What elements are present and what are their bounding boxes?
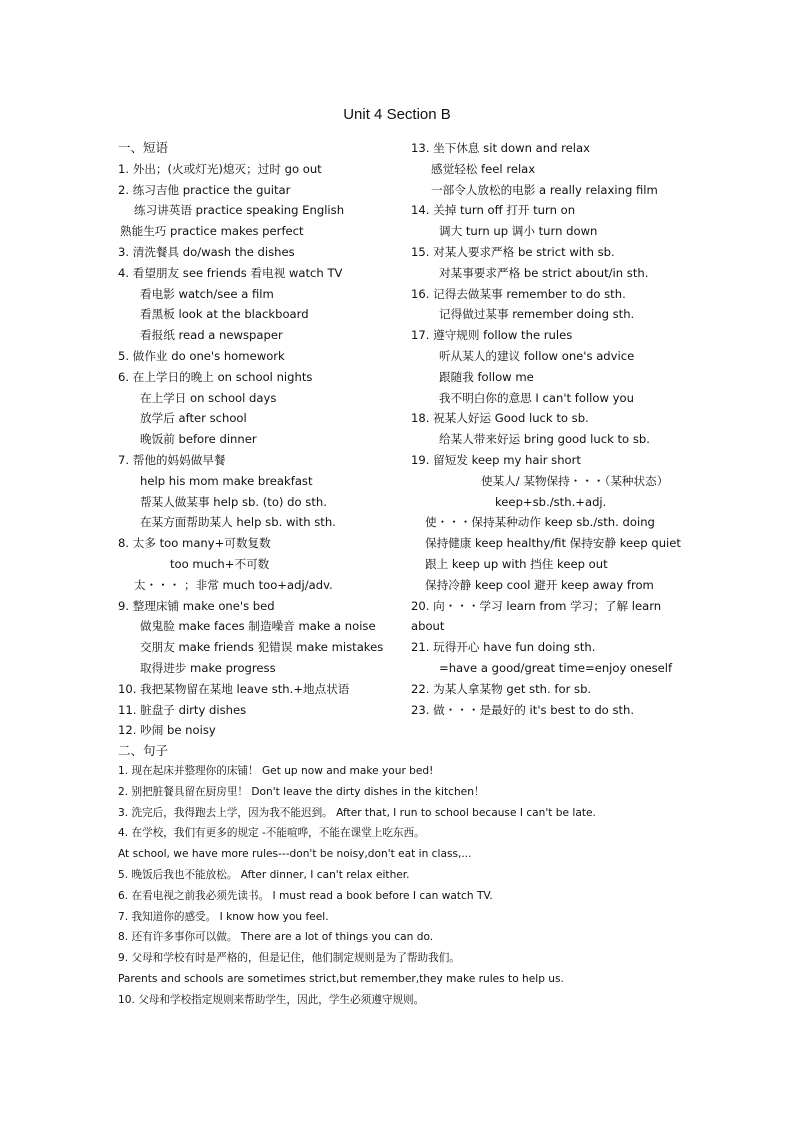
text-line: 9. 父母和学校有时是严格的，但是记住，他们制定规则是为了帮助我们。 — [118, 952, 460, 965]
text-line: 8. 太多 too many+可数复数 — [118, 536, 271, 551]
text-line: 跟上 keep up with 挡住 keep out — [425, 556, 608, 571]
text-line: 太・・・ ；非常 much too+adj/adv. — [134, 577, 333, 592]
text-line: 1. 现在起床并整理你的床铺！ Get up now and make your bed! — [118, 765, 434, 777]
text-line: 3. 洗完后，我得跑去上学，因为我不能迟到。 After that, I run to school because I can't be late. — [118, 806, 596, 819]
text-line: too much+不可数 — [170, 556, 270, 571]
text-line: 帮某人做某事 help sb. (to) do sth. — [140, 494, 327, 509]
text-line: 4. 看望朋友 see friends 看电视 watch TV — [118, 265, 343, 280]
text-line: 使某人/ 某物保持・・・（某种状态） — [481, 473, 669, 488]
text-line: 我不明白你的意思 I can't follow you — [439, 390, 634, 405]
sentences-section — [118, 761, 758, 1011]
text-line: 保持健康 keep healthy/fit 保持安静 keep quiet — [425, 536, 681, 551]
text-line: 一部令人放松的电影 a really relaxing film — [431, 182, 658, 197]
text-line: 看电影 watch/see a film — [140, 286, 274, 301]
text-line: 15. 对某人要求严格 be strict with sb. — [411, 244, 615, 259]
text-line: 放学后 after school — [140, 411, 247, 426]
text-line: 21. 玩得开心 have fun doing sth. — [411, 640, 596, 655]
section-heading: 二、句子 — [118, 743, 169, 759]
section-heading: 一、短语 — [118, 140, 169, 155]
text-line: 练习讲英语 practice speaking English — [134, 203, 345, 218]
text-line: 感觉轻松 feel relax — [431, 161, 536, 176]
text-line: 17. 遵守规则 follow the rules — [411, 328, 573, 343]
text-line: 对某事要求严格 be strict about/in sth. — [439, 265, 649, 280]
phrases-column-right — [411, 138, 741, 720]
text-line: 22. 为某人拿某物 get sth. for sb. — [411, 681, 592, 696]
text-line: 交朋友 make friends 犯错误 make mistakes — [140, 640, 384, 655]
text-line: 跟随我 follow me — [439, 369, 534, 384]
text-line: 2. 别把脏餐具留在厨房里！ Don't leave the dirty dishes in the kitchen！ — [118, 785, 485, 798]
text-line: 20. 向・・・学习 learn from 学习；了解 learn — [411, 598, 662, 613]
text-line: about — [411, 619, 445, 634]
text-line: 13. 坐下休息 sit down and relax — [411, 141, 590, 155]
text-line: 9. 整理床铺 make one's bed — [118, 598, 275, 613]
text-line: 16. 记得去做某事 remember to do sth. — [411, 286, 626, 301]
text-line: help his mom make breakfast — [140, 473, 313, 488]
text-line: 取得进步 make progress — [140, 660, 276, 675]
text-line: Parents and schools are sometimes strict,but remember,they make rules to help us. — [118, 972, 564, 985]
text-line: 使・・・保持某种动作 keep sb./sth. doing — [425, 515, 655, 530]
text-line: 熟能生巧 practice makes perfect — [120, 224, 304, 239]
text-line: =have a good/great time=enjoy oneself — [439, 660, 673, 675]
text-line: 在上学日 on school days — [140, 390, 277, 405]
text-line: keep+sb./sth.+adj. — [495, 494, 607, 509]
text-line: 5. 晚饭后我也不能放松。 After dinner, I can't relax either. — [118, 868, 410, 881]
text-line: 6. 在上学日的晚上 on school nights — [118, 369, 313, 384]
text-line: 给某人带来好运 bring good luck to sb. — [439, 432, 650, 447]
text-line: 7. 帮他的妈妈做早餐 — [118, 452, 226, 467]
text-line: 14. 关掉 turn off 打开 turn on — [411, 203, 576, 218]
text-line: 看黑板 look at the blackboard — [140, 307, 309, 322]
text-line: 6. 在看电视之前我必须先读书。 I must read a book before I can watch TV. — [118, 889, 493, 902]
text-line: 10. 我把某物留在某地 leave sth.+地点状语 — [118, 681, 350, 696]
text-line: 4. 在学校，我们有更多的规定 -不能喧哗，不能在课堂上吃东西。 — [118, 827, 425, 840]
text-line: 保持冷静 keep cool 避开 keep away from — [425, 577, 654, 592]
text-line: 18. 祝某人好运 Good luck to sb. — [411, 411, 589, 426]
text-line: 听从某人的建议 follow one's advice — [439, 348, 635, 363]
text-line: 23. 做・・・是最好的 it's best to do sth. — [411, 702, 635, 717]
text-line: 记得做过某事 remember doing sth. — [439, 307, 635, 322]
text-line: 19. 留短发 keep my hair short — [411, 452, 581, 467]
text-line: 看报纸 read a newspaper — [140, 328, 283, 343]
text-line: 12. 吵闹 be noisy — [118, 723, 216, 738]
text-line: 11. 脏盘子 dirty dishes — [118, 702, 247, 717]
text-line: 5. 做作业 do one's homework — [118, 348, 285, 363]
text-line: 2. 练习吉他 practice the guitar — [118, 182, 291, 197]
text-line: 调大 turn up 调小 turn down — [439, 224, 598, 239]
text-line: 在某方面帮助某人 help sb. with sth. — [140, 515, 336, 530]
text-line: 1. 外出；(火或灯光)熄灭；过时 go out — [118, 161, 322, 176]
text-line: 做鬼脸 make faces 制造噪音 make a noise — [140, 619, 376, 634]
text-line: 10. 父母和学校指定规则来帮助学生，因此，学生必须遵守规则。 — [118, 993, 425, 1006]
text-line: At school, we have more rules---don't be noisy,don't eat in class,... — [118, 848, 472, 861]
page-title: Unit 4 Section B — [343, 106, 451, 123]
text-line: 晚饭前 before dinner — [140, 432, 257, 447]
text-line: 3. 清洗餐具 do/wash the dishes — [118, 244, 295, 259]
text-line: 7. 我知道你的感受。 I know how you feel. — [118, 910, 329, 923]
text-line: 8. 还有许多事你可以做。 There are a lot of things you can do. — [118, 931, 434, 944]
phrases-column-left — [118, 138, 408, 762]
